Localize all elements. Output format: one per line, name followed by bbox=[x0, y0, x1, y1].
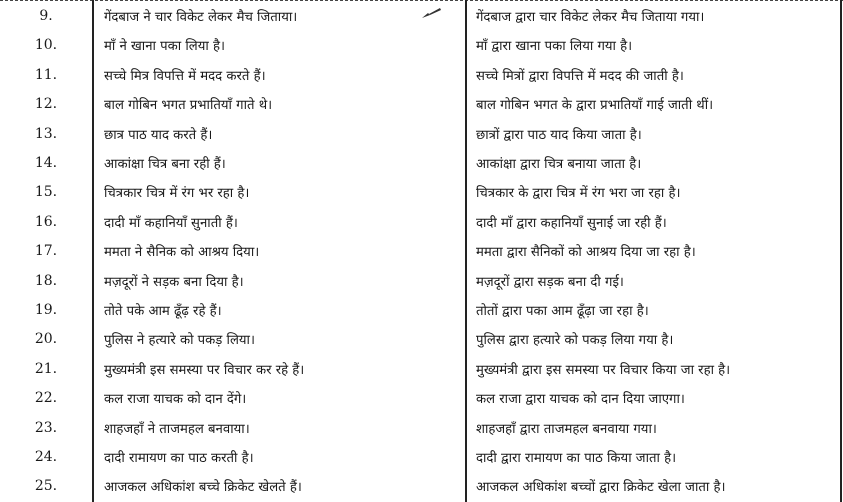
row-number: 15. bbox=[34, 184, 58, 201]
row-number: 10. bbox=[34, 37, 58, 54]
passive-voice-sentence: आकांक्षा द्वारा चित्र बनाया जाता है। bbox=[476, 156, 642, 172]
table-row bbox=[0, 33, 843, 58]
top-dashed-rule bbox=[0, 0, 843, 1]
passive-voice-sentence: मुख्यमंत्री द्वारा इस समस्या पर विचार किया जा रहा है। bbox=[476, 362, 731, 378]
row-number: 9. bbox=[39, 7, 53, 24]
row-number: 19. bbox=[34, 301, 58, 318]
active-voice-sentence: शाहजहाँ ने ताजमहल बनवाया। bbox=[104, 421, 250, 437]
passive-voice-sentence: माँ द्वारा खाना पका लिया गया है। bbox=[476, 39, 633, 55]
passive-voice-sentence: मज़दूरों द्वारा सड़क बना दी गई। bbox=[476, 274, 624, 290]
active-voice-sentence: आजकल अधिकांश बच्चे क्रिकेट खेलते हैं। bbox=[104, 480, 302, 496]
row-number: 18. bbox=[34, 272, 58, 289]
table-row bbox=[0, 180, 843, 205]
active-voice-sentence: ममता ने सैनिक को आश्रय दिया। bbox=[104, 245, 260, 261]
passive-voice-sentence: दादी माँ द्वारा कहानियाँ सुनाई जा रही हैं। bbox=[476, 215, 667, 231]
row-number: 20. bbox=[34, 331, 58, 348]
row-number: 24. bbox=[34, 448, 58, 465]
active-voice-sentence: मुख्यमंत्री इस समस्या पर विचार कर रहे हैं। bbox=[104, 362, 305, 378]
table-row bbox=[0, 415, 843, 440]
active-voice-sentence: गेंदबाज ने चार विकेट लेकर मैच जिताया। bbox=[104, 9, 298, 25]
active-voice-sentence: सच्चे मित्र विपत्ति में मदद करते हैं। bbox=[104, 68, 266, 84]
row-number: 14. bbox=[34, 154, 58, 171]
active-voice-sentence: आकांक्षा चित्र बना रही हैं। bbox=[104, 156, 226, 172]
table-row bbox=[0, 327, 843, 352]
passive-voice-sentence: गेंदबाज द्वारा चार विकेट लेकर मैच जिताया गया। bbox=[476, 9, 705, 25]
row-number: 13. bbox=[34, 125, 58, 142]
active-voice-sentence: पुलिस ने हत्यारे को पकड़ लिया। bbox=[104, 333, 255, 349]
passive-voice-sentence: पुलिस द्वारा हत्यारे को पकड़ लिया गया है। bbox=[476, 333, 674, 349]
table-row bbox=[0, 239, 843, 264]
passive-voice-sentence: आजकल अधिकांश बच्चों द्वारा क्रिकेट खेला जाता है। bbox=[476, 480, 726, 496]
row-number: 23. bbox=[34, 419, 58, 436]
row-number: 17. bbox=[34, 243, 58, 260]
passive-voice-sentence: बाल गोबिन भगत के द्वारा प्रभातियाँ गाई जाती थीं। bbox=[476, 98, 714, 114]
table-row bbox=[0, 445, 843, 470]
table-row bbox=[0, 210, 843, 235]
table-row bbox=[0, 121, 843, 146]
table-row bbox=[0, 386, 843, 411]
active-voice-sentence: छात्र पाठ याद करते हैं। bbox=[104, 127, 213, 143]
row-number: 25. bbox=[34, 478, 58, 495]
active-voice-sentence: कल राजा याचक को दान देंगे। bbox=[104, 392, 247, 408]
passive-voice-sentence: दादी द्वारा रामायण का पाठ किया जाता है। bbox=[476, 450, 677, 466]
passive-voice-sentence: चित्रकार के द्वारा चित्र में रंग भरा जा रहा है। bbox=[476, 186, 681, 202]
passive-voice-sentence: तोतों द्वारा पका आम ढूँढ़ा जा रहा है। bbox=[476, 303, 649, 319]
table-row bbox=[0, 268, 843, 293]
table-row bbox=[0, 92, 843, 117]
passive-voice-sentence: ममता द्वारा सैनिकों को आश्रय दिया जा रहा है। bbox=[476, 245, 696, 261]
passive-voice-sentence: कल राजा द्वारा याचक को दान दिया जाएगा। bbox=[476, 392, 685, 408]
active-voice-sentence: मज़दूरों ने सड़क बना दिया है। bbox=[104, 274, 244, 290]
active-voice-sentence: बाल गोबिन भगत प्रभातियाँ गाते थे। bbox=[104, 98, 273, 114]
table-row bbox=[0, 357, 843, 382]
table-row bbox=[0, 151, 843, 176]
row-number: 11. bbox=[34, 66, 58, 83]
active-voice-sentence: चित्रकार चित्र में रंग भर रहा है। bbox=[104, 186, 250, 202]
row-number: 12. bbox=[34, 96, 58, 113]
active-voice-sentence: तोते पके आम ढूँढ़ रहे हैं। bbox=[104, 303, 222, 319]
active-voice-sentence: दादी रामायण का पाठ करती है। bbox=[104, 450, 254, 466]
passive-voice-sentence: छात्रों द्वारा पाठ याद किया जाता है। bbox=[476, 127, 642, 143]
passive-voice-sentence: सच्चे मित्रों द्वारा विपत्ति में मदद की जाती है। bbox=[476, 68, 684, 84]
table-row bbox=[0, 63, 843, 88]
row-number: 22. bbox=[34, 390, 58, 407]
table-row bbox=[0, 298, 843, 323]
row-number: 21. bbox=[34, 360, 58, 377]
active-voice-sentence: माँ ने खाना पका लिया है। bbox=[104, 39, 225, 55]
table-row bbox=[0, 4, 843, 29]
passive-voice-sentence: शाहजहाँ द्वारा ताजमहल बनवाया गया। bbox=[476, 421, 657, 437]
active-voice-sentence: दादी माँ कहानियाँ सुनाती हैं। bbox=[104, 215, 238, 231]
row-number: 16. bbox=[34, 213, 58, 230]
table-row bbox=[0, 474, 843, 499]
